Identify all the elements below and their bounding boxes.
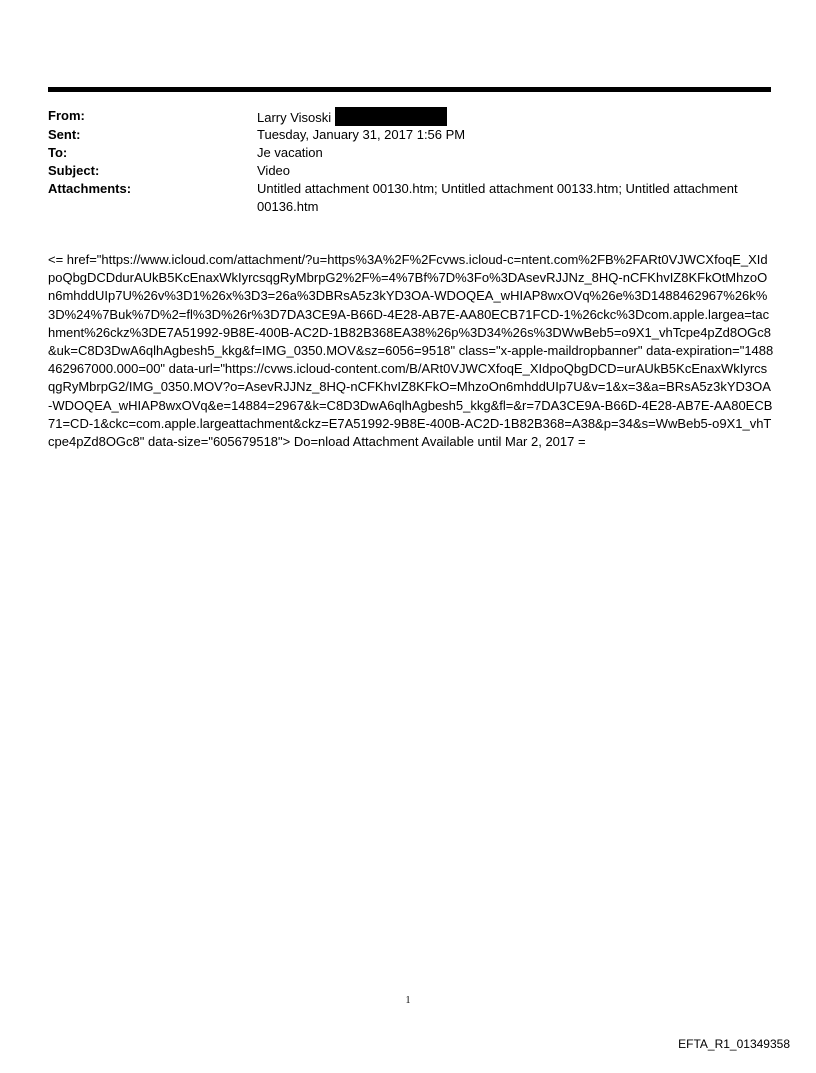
sent-label: Sent: [48, 127, 81, 142]
header-rule [48, 87, 771, 92]
subject-label: Subject: [48, 163, 100, 178]
document-id: EFTA_R1_01349358 [678, 1037, 790, 1051]
subject-value: Video [257, 163, 291, 178]
redaction-block [335, 107, 447, 126]
attachments-label: Attachments: [48, 181, 132, 196]
to-label: To: [48, 145, 68, 160]
from-label: From: [48, 108, 85, 123]
from-value [257, 107, 777, 127]
attachments-value: Untitled attachment 00130.htm; Untitled attachment 00133.htm; Untitled attachment 00136.htm [257, 181, 738, 214]
to-value: Je vacation [257, 145, 323, 160]
email-body: <= href="https://www.icloud.com/attachment/?u=https%3A%2F%2Fcvws.icloud-c=ntent.com%2FB%2FARt0VJWCXfoqE_XIdpoQbgDCDdurAUkB5KcEnaxWkIyrcsqgRyMbrpG2%2F%=4%7Bf%7D%3Fo%3DAsevRJJNz_8HQ-nCFKhvIZ8KFkOtMhzoOn6mhddUIp7U%26v%3D1%26x%3D3=26a%3DBRsA5z3kYD3OA-WDOQEA_wHIAP8wxOVq%26e%3D1488462967%26k%3D%24%7Buk%7D%2=fl%3D%26r%3D7DA3CE9A-B66D-4E28-AB7E-AA80ECB71FCD-1%26ckc%3Dcom.apple.largea=tachment%26ckz%3DE7A51992-9B8E-400B-AC2D-1B82B368EA38%26p%3D34%26s%3DWwBeb5=o9X1_vhTcpe4pZd8OGc8&uk=C8D3DwA6qlhAgbesh5_kkg&f=IMG_0350.MOV&sz=6056=9518" class="x-apple-maildropbanner" data-expiration="1488462967000.000=00" data-url="https://cvws.icloud-content.com/B/ARt0VJWCXfoqE_XIdpoQbgDCD=urAUkB5KcEnaxWkIyrcsqgRyMbrpG2/IMG_0350.MOV?o=AsevRJJNz_8HQ-nCFKhvIZ8KFkO=MhzoOn6mhddUIp7U&v=1&x=3&a=BRsA5z3kYD3OA-WDOQEA_wHIAP8wxOVq&e=14884=2967&k=C8D3DwA6qlhAgbesh5_kkg&fl=&r=7DA3CE9A-B66D-4E28-AB7E-AA80ECB71=CD-1&ckc=com.apple.largeattachment&ckz=E7A51992-9B8E-400B-AC2D-1B82B368=A38&p=34&s=WwBeb5-o9X1_vhTcpe4pZd8OGc8" data-size="605679518"> Do=nload Attachment Available until Mar 2, 2017 = [48, 252, 774, 450]
sender-name: Larry Visoski [257, 110, 332, 125]
sent-value: Tuesday, January 31, 2017 1:56 PM [257, 127, 466, 142]
page-number: 1 [405, 995, 411, 1006]
